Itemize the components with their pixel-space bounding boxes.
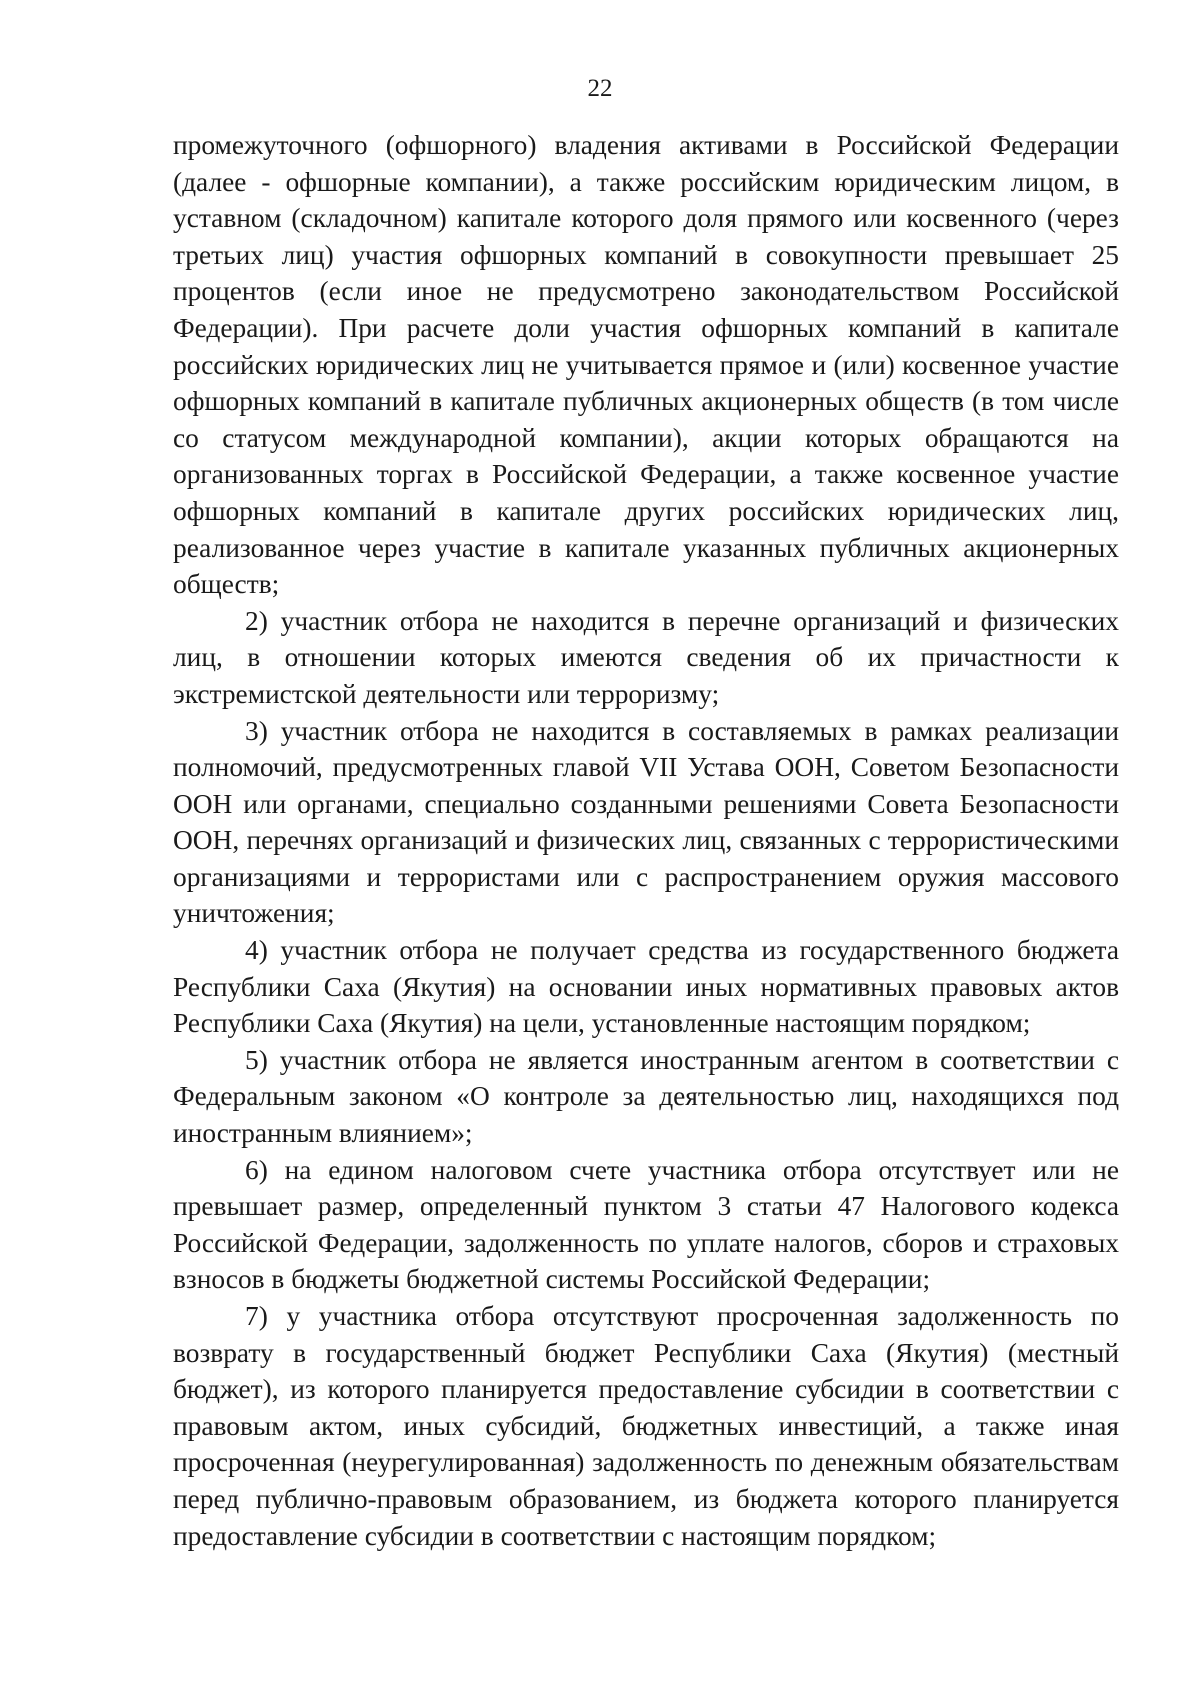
paragraph-item-2: 2) участник отбора не находится в перечне организаций и физических лиц, в отношении которых имеются сведения об их причастности к экстремистской деятельности или терроризму; <box>173 605 1119 709</box>
paragraph-item-5: 5) участник отбора не является иностранным агентом в соответствии с Федеральным законом «О контроле за деятельностью лиц, находящихся под иностранным влиянием»; <box>173 1044 1119 1149</box>
paragraph-item-3: 3) участник отбора не находится в составляемых в рамках реализации полномочий, предусмотренных главой VII Устава ООН, Советом Безопасности ООН или органами, специально созданными решениями Совета Безопасности ООН, перечнях организаций и физических лиц, связанных с террористическими организациями и террористами или с распространением оружия массового уничтожения; <box>173 715 1119 929</box>
paragraph-item-4: 4) участник отбора не получает средства из государственного бюджета Республики Саха (Якутия) на основании иных нормативных правовых актов Республики Саха (Якутия) на цели, установленные настоящим порядком; <box>173 935 1119 1039</box>
paragraph-item-7: 7) у участника отбора отсутствуют просроченная задолженность по возврату в государственный бюджет Республики Саха (Якутия) (местный бюджет), из которого планируется предоставление субсидии в соответствии с правовым актом, иных субсидий, бюджетных инвестиций, а также иная просроченная (неурегулированная) задолженность по денежным обязательствам перед публично-правовым образованием, из бюджета которого планируется предоставление субсидии в соответствии с настоящим порядком; <box>173 1301 1119 1551</box>
paragraph-item-6: 6) на едином налоговом счете участника отбора отсутствует или не превышает размер, определенный пунктом 3 статьи 47 Налогового кодекса Российской Федерации, задолженность по уплате налогов, сборов и страховых взносов в бюджеты бюджетной системы Российской Федерации; <box>173 1154 1119 1295</box>
page-number: 22 <box>587 75 613 102</box>
paragraph-continuation: промежуточного (офшорного) владения активами в Российской Федерации (далее - офшорные компании), а также российским юридическим лицом, в уставном (складочном) капитале которого доля прямого или косвенного (через третьих лиц) участия офшорных компаний в совокупности превышает 25 процентов (если иное не предусмотрено законодательством Российской Федерации). При расчете доли участия офшорных компаний в капитале российских юридических лиц не учитывается прямое и (или) косвенное участие офшорных компаний в капитале публичных акционерных обществ (в том числе со статусом международной компании), акции которых обращаются на организованных торгах в Российской Федерации, а также косвенное участие офшорных компаний в капитале других российских юридических лиц, реализованное через участие в капитале указанных публичных акционерных обществ; <box>173 130 1119 600</box>
document-body <box>173 127 1119 1554</box>
